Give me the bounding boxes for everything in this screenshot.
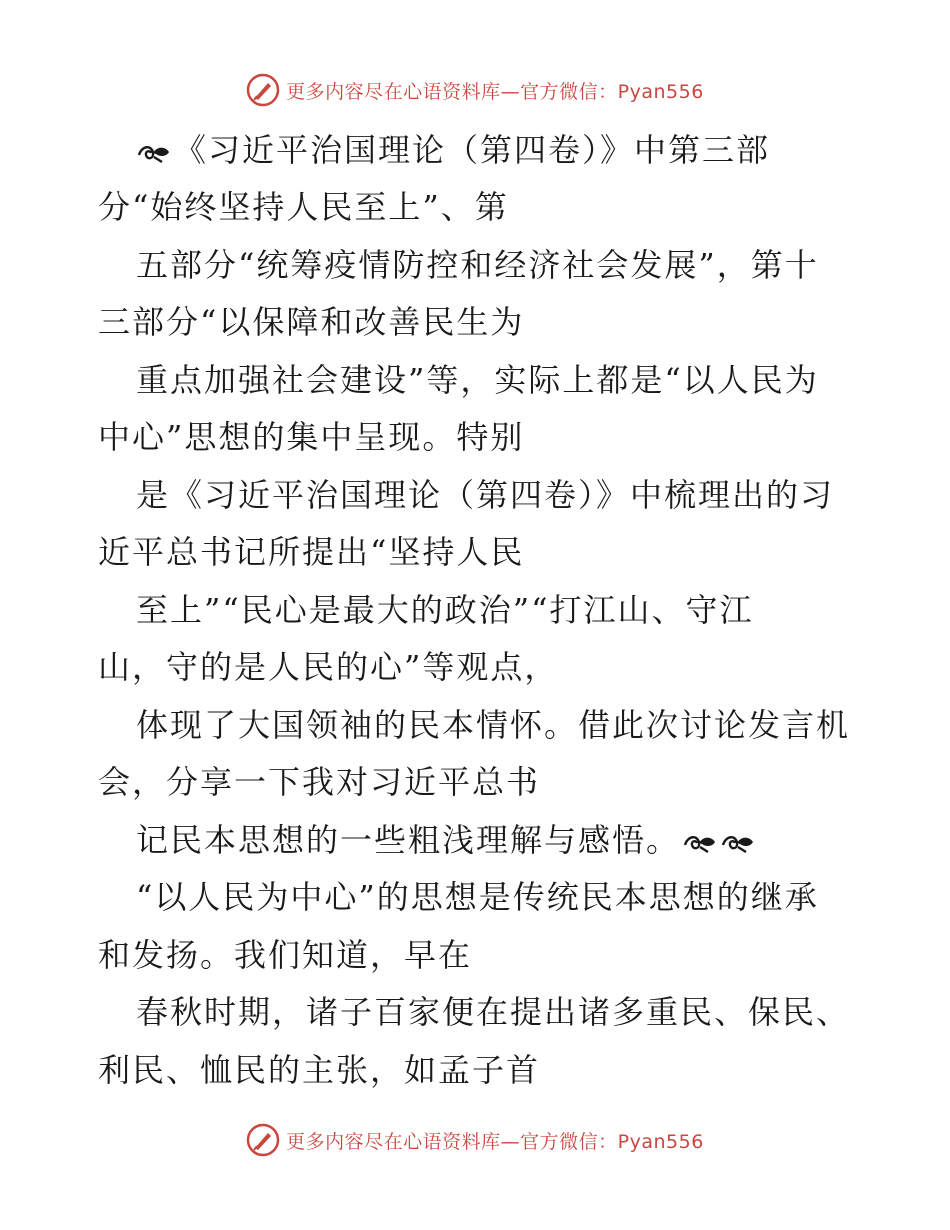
footer-watermark	[0, 1120, 950, 1160]
text-line: 记民本思想的一些粗浅理解与感悟。	[136, 820, 756, 860]
text-line: 三部分“以保障和改善民生为	[98, 303, 525, 341]
text-line: 五部分“统筹疫情防控和经济社会发展”，第十	[136, 246, 819, 284]
text-line: 是《习近平治国理论（第四卷）》中梳理出的习	[136, 476, 835, 514]
floral-ornament-icon	[136, 141, 172, 165]
text-line: 至上”“民心是最大的政治”“打江山、守江	[136, 591, 754, 629]
text-line: 中心”思想的集中呈现。特别	[98, 418, 525, 456]
quill-logo-icon	[246, 73, 280, 107]
text-line: 《习近平治国理论（第四卷）》中第三部	[136, 130, 770, 170]
text-line: 体现了大国领袖的民本情怀。借此次讨论发言机	[136, 706, 851, 744]
text-line: 春秋时期，诸子百家便在提出诸多重民、保民、	[136, 993, 851, 1031]
text-line: “以人民为中心”的思想是传统民本思想的继承	[136, 878, 819, 916]
quill-logo-icon	[246, 1123, 280, 1157]
text-line: 近平总书记所提出“坚持人民	[98, 533, 525, 571]
text-line: 重点加强社会建设”等，实际上都是“以人民为	[136, 361, 819, 399]
text-line: 会，分享一下我对习近平总书	[98, 763, 541, 801]
text-line: 山，守的是人民的心”等观点，	[98, 648, 559, 686]
watermark-text: 更多内容尽在心语资料库—官方微信：Pyan556	[286, 1130, 704, 1153]
floral-ornament-icon	[682, 831, 718, 855]
text-line: 利民、恤民的主张，如孟子首	[98, 1051, 541, 1089]
header-watermark	[0, 70, 950, 110]
text-line: 和发扬。我们知道，早在	[98, 936, 473, 974]
floral-ornament-icon	[720, 831, 756, 855]
text-line: 分“始终坚持人民至上”、第	[98, 188, 509, 226]
watermark-text: 更多内容尽在心语资料库—官方微信：Pyan556	[286, 80, 704, 103]
